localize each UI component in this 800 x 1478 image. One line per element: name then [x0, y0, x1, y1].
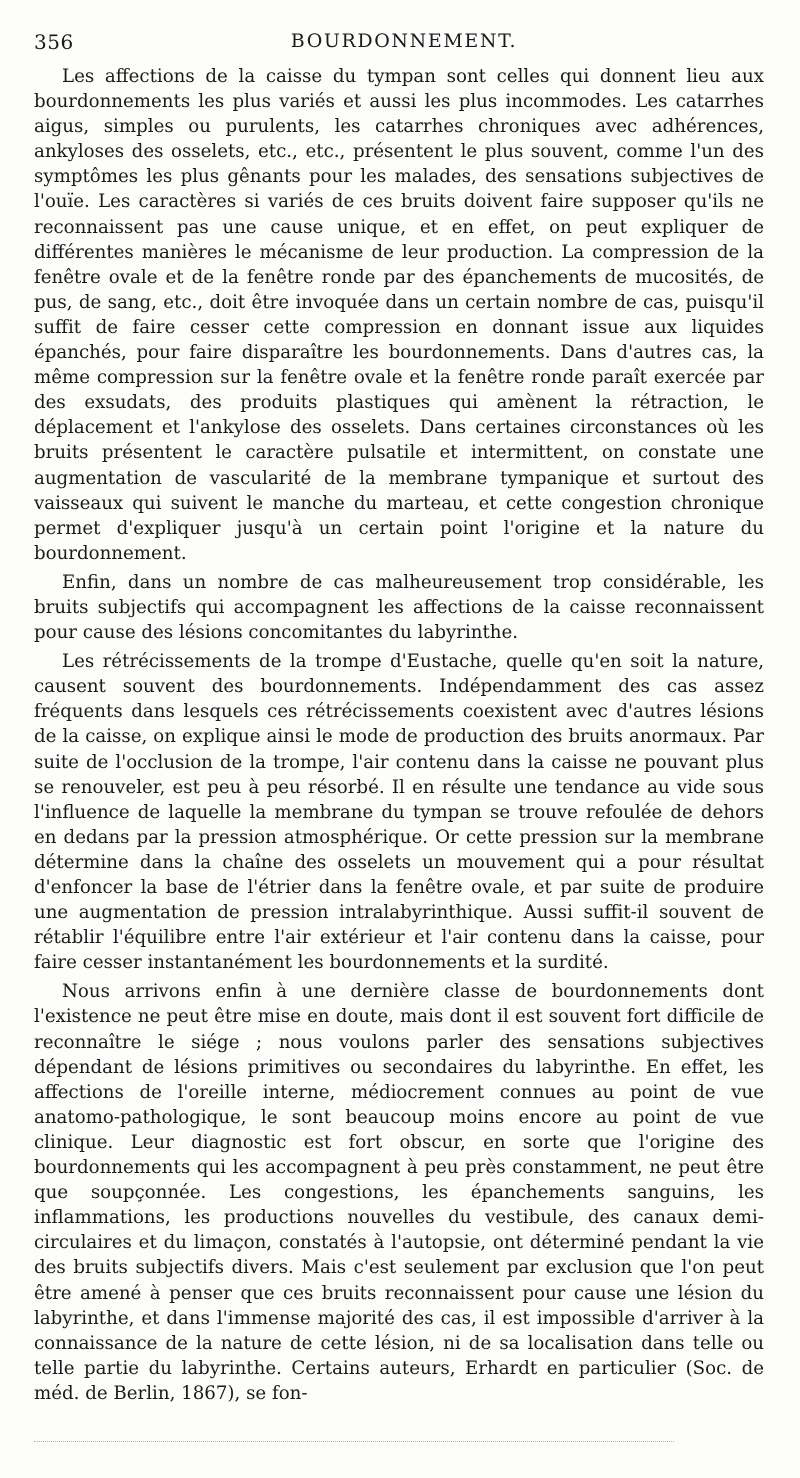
body-text — [34, 64, 764, 1406]
paragraph-labyrinth-buzzing: Nous arrivons enfin à une dernière classe de bourdonnements dont l'existence ne peut être mise en doute, mais dont il est souvent fort difficile de reconnaître le siége ; nous voulons parler des sensations subjectives dépendant de lésions primitives ou secondaires du labyrinthe. En effet, les affections de l'oreille interne, médiocrement connues au point de vue anatomo-pathologique, le sont beaucoup moins encore au point de vue clinique. Leur diagnostic est fort obscur, en sorte que l'origine des bourdonnements qui les accompagnent à peu près constamment, ne peut être que soupçonnée. Les congestions, les épanchements sanguins, les inflammations, les productions nouvelles du vestibule, des canaux demi-circulaires et du limaçon, constatés à l'autopsie, ont déterminé pendant la vie des bruits subjectifs divers. Mais c'est seulement par exclusion que l'on peut être amené à penser que ces bruits reconnaissent pour cause une lésion du labyrinthe, et dans l'immense majorité des cas, il est impossible d'arriver à la connaissance de la nature de cette lésion, ni de sa localisation dans telle ou telle partie du labyrinthe. Certains auteurs, Erhardt en particulier (Soc. de méd. de Berlin, 1867), se fon- — [34, 981, 764, 1404]
paragraph-tympan-affections: Les affections de la caisse du tympan sont celles qui donnent lieu aux bourdonnements les plus variés et aussi les plus incommodes. Les catarrhes aigus, simples ou purulents, les catarrhes chroniques avec adhérences, ankyloses des osselets, etc., etc., présentent le plus souvent, comme l'un des symptômes les plus gênants pour les malades, des sensations subjectives de l'ouïe. Les caractères si variés de ces bruits doivent faire supposer qu'ils ne reconnaissent pas une cause unique, et en effet, on peut expliquer de différentes manières le mécanisme de leur production. La compression de la fenêtre ovale et de la fenêtre ronde par des épanchements de mucosités, de pus, de sang, etc., doit être invoquée dans un certain nombre de cas, puisqu'il suffit de faire cesser cette compression en donnant issue aux liquides épanchés, pour faire disparaître les bourdonnements. Dans d'autres cas, la même compression sur la fenêtre ovale et la fenêtre ronde paraît exercée par des exsudats, des produits plastiques qui amènent la rétraction, le déplacement et l'ankylose des osselets. Dans certaines circonstances où les bruits présentent le caractère pulsatile et intermittent, on constate une augmentation de vascularité de la membrane tympanique et surtout des vaisseaux qui suivent le manche du marteau, et cette congestion chronique permet d'expliquer jusqu'à un certain point l'origine et la nature du bourdonnement. — [34, 66, 764, 564]
page-header — [34, 30, 774, 58]
page-number: 356 — [34, 30, 74, 54]
footer-dotted-rule — [34, 1441, 674, 1442]
paragraph-labyrinth-lesions: Enfin, dans un nombre de cas malheureusement trop considérable, les bruits subjectifs qui accompagnent les affections de la caisse reconnaissent pour cause des lésions concomitantes du labyrinthe. — [34, 571, 764, 644]
paragraph-eustachian-tube: Les rétrécissements de la trompe d'Eustache, quelle qu'en soit la nature, causent souvent des bourdonnements. Indépendamment des cas assez fréquents dans lesquels ces rétrécissements coexistent avec d'autres lésions de la caisse, on explique ainsi le mode de production des bruits anormaux. Par suite de l'occlusion de la trompe, l'air contenu dans la caisse ne pouvant plus se renouveler, est peu à peu résorbé. Il en résulte une tendance au vide sous l'influence de laquelle la membrane du tympan se trouve refoulée de dehors en dedans par la pression atmosphérique. Or cette pression sur la membrane détermine dans la chaîne des osselets un mouvement qui a pour résultat d'enfoncer la base de l'étrier dans la fenêtre ovale, et par suite de produire une augmentation de pression intralabyrinthique. Aussi suffit-il souvent de rétablir l'équilibre entre l'air extérieur et l'air contenu dans la caisse, pour faire cesser instantanément les bourdonnements et la surdité. — [34, 651, 764, 974]
running-title: BOURDONNEMENT. — [290, 30, 518, 52]
